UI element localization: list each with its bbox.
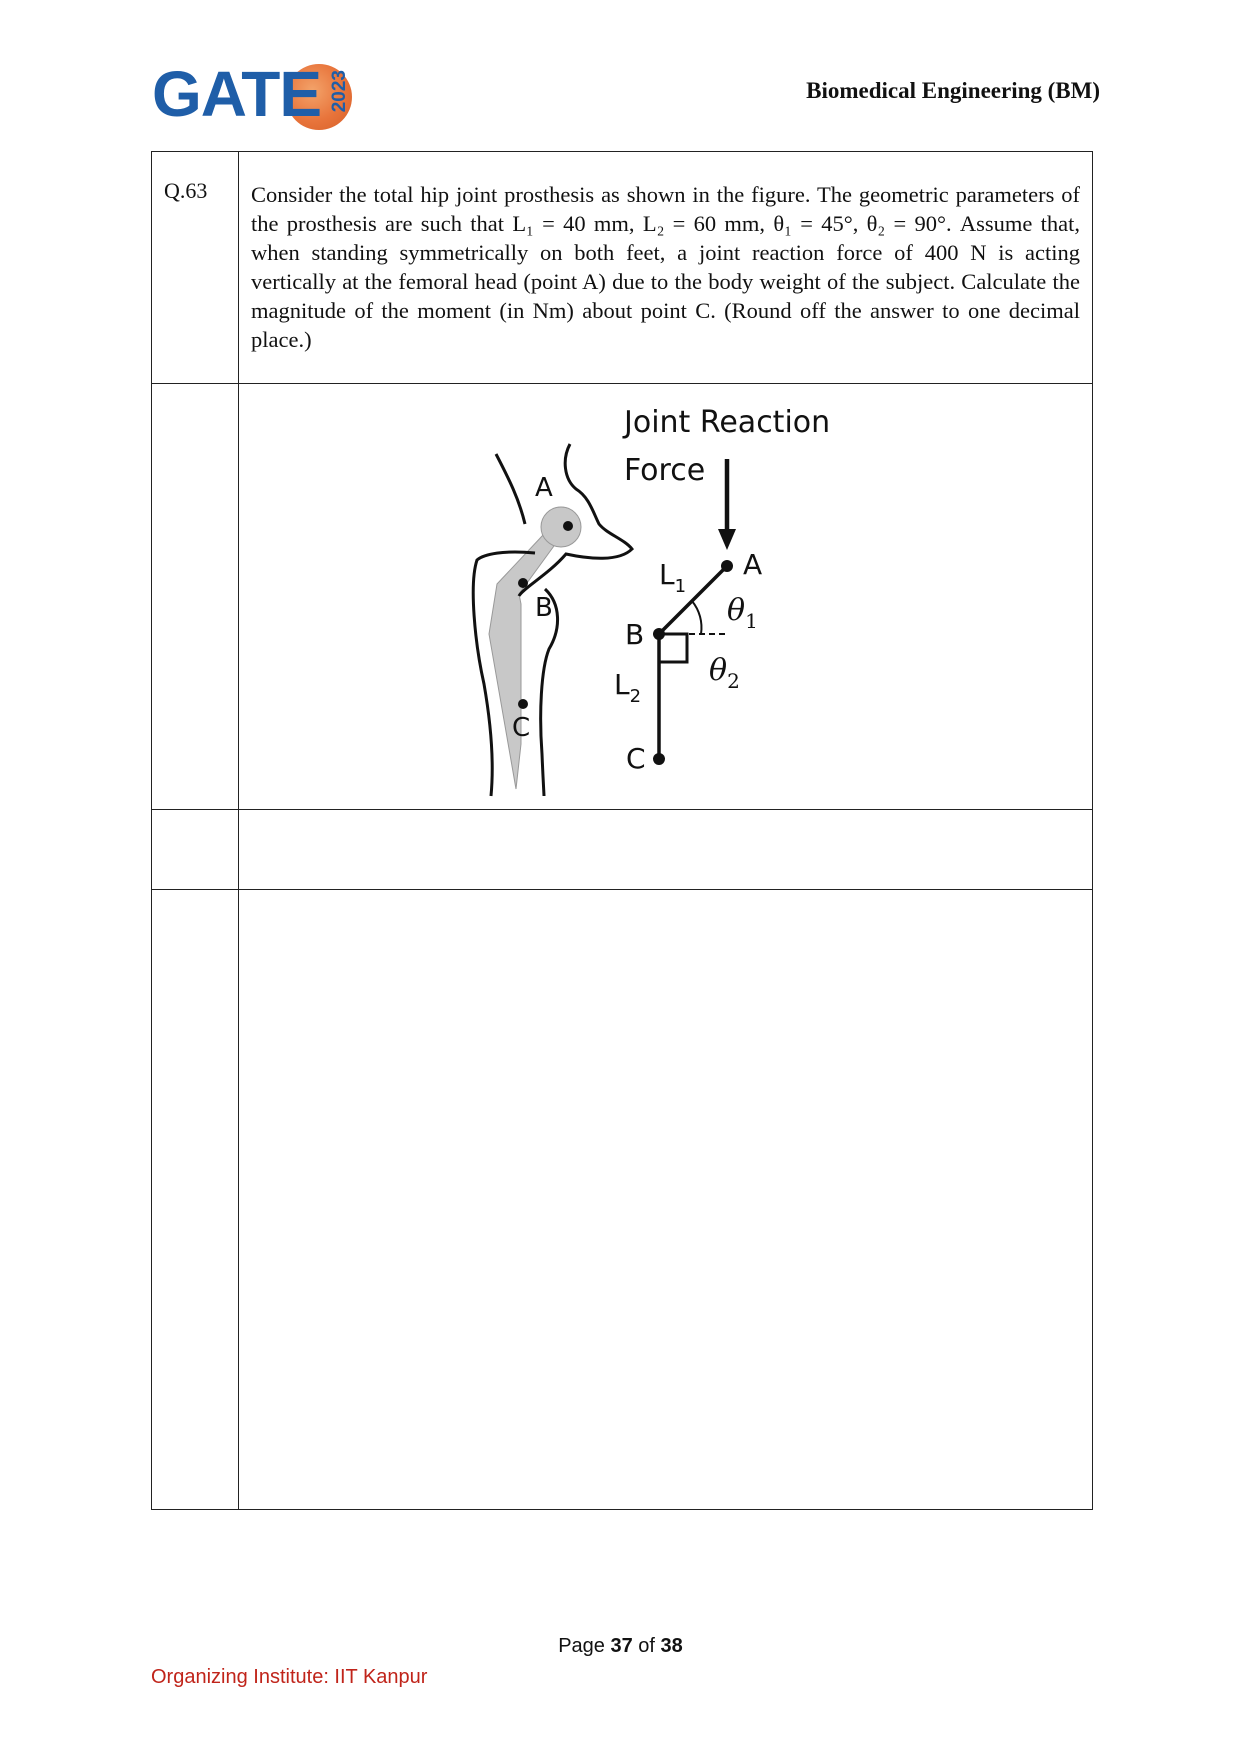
right-point-b-dot	[653, 628, 665, 640]
blank-left-cell	[152, 890, 239, 1510]
femoral-head	[541, 507, 581, 547]
left-label-c: C	[512, 713, 531, 743]
left-point-a-dot	[563, 521, 573, 531]
question-row	[152, 152, 1093, 384]
right-label-c: C	[626, 742, 646, 775]
figure-title-line2: Force	[624, 453, 706, 488]
figure-row	[152, 384, 1093, 810]
figure-title-line1: Joint Reaction	[624, 405, 831, 440]
subject-title: Biomedical Engineering (BM)	[806, 78, 1100, 103]
organizing-institute: Organizing Institute: IIT Kanpur	[151, 1666, 428, 1688]
question-text: Consider the total hip joint prosthesis as shown in the figure. The geometric parameters of the prosthesis are such that L₁ = 40 mm, L₂ = 60 mm, θ₁ = 45°, θ₂ = 90°. Assume that, when standing symmetrically on both feet, a joint reaction force of 400 N is acting vertically at the femoral head (point A) due to the body weight of the subject. Calculate the magnitude of the moment (in Nm) about point C. (Round off the answer to one decimal place.)	[251, 182, 1080, 352]
gate-logo	[152, 58, 362, 140]
figure-cell	[239, 384, 1093, 810]
left-label-b: B	[535, 593, 553, 623]
left-point-c-dot	[518, 699, 528, 709]
question-text-cell	[239, 152, 1093, 384]
answer-left-cell	[152, 810, 239, 890]
left-point-b-dot	[518, 578, 528, 588]
logo-text: GATE	[152, 58, 322, 130]
pelvis-outline-left	[496, 454, 525, 524]
blank-row	[152, 890, 1093, 1510]
question-table	[151, 151, 1093, 1510]
label-theta1: $\theta_1$	[727, 593, 758, 633]
logo-year: 2023	[329, 70, 350, 113]
answer-cell	[239, 810, 1093, 890]
right-label-b: B	[625, 618, 645, 651]
label-theta2: $\theta_2$	[709, 653, 740, 693]
question-number: Q.63	[164, 178, 208, 203]
right-point-c-dot	[653, 753, 665, 765]
page-number: Page 37 of 38	[558, 1635, 683, 1657]
theta1-arc	[692, 601, 701, 634]
question-number-cell	[152, 152, 239, 384]
right-point-a-dot	[721, 560, 733, 572]
figure-left-cell	[152, 384, 239, 810]
prosthesis-diagram	[239, 384, 1095, 809]
label-l2: $L_2$	[614, 668, 642, 707]
answer-row	[152, 810, 1093, 890]
left-label-a: A	[535, 473, 553, 503]
blank-cell	[239, 890, 1093, 1510]
force-arrow-head	[718, 529, 736, 550]
label-l1: $L_1$	[659, 558, 687, 597]
right-label-a: A	[743, 548, 763, 581]
prosthesis-figure	[239, 384, 1092, 809]
